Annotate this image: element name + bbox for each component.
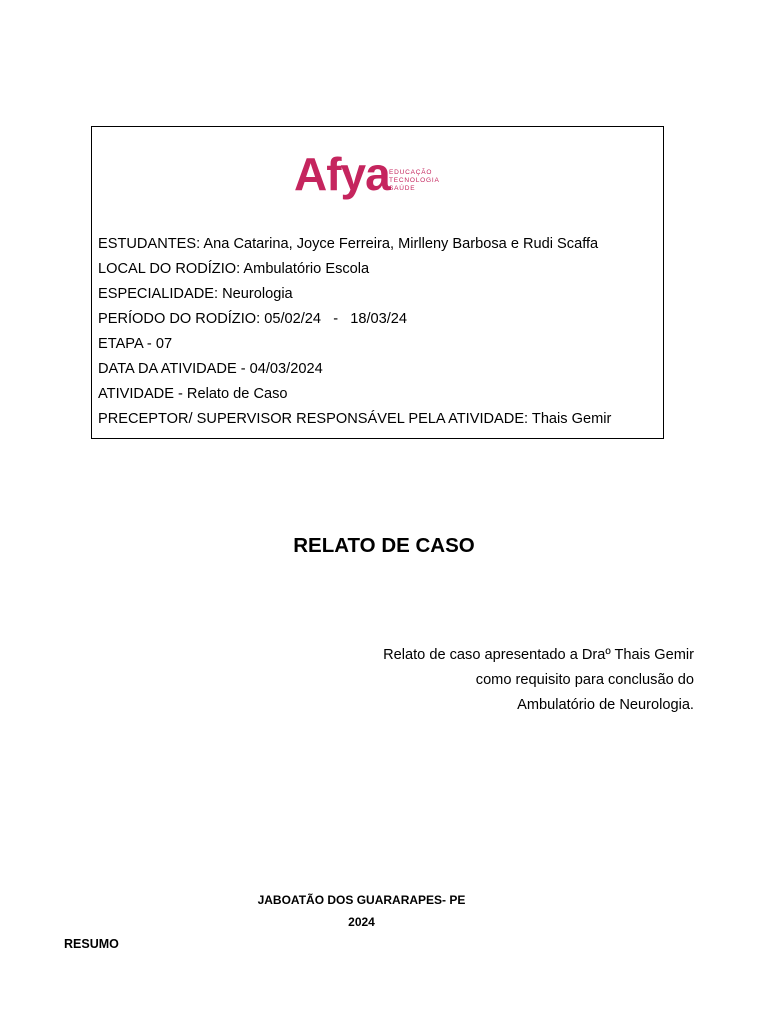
resumo-heading: RESUMO <box>64 937 119 951</box>
afya-logo <box>294 144 454 200</box>
preceptor-line: PRECEPTOR/ SUPERVISOR RESPONSÁVEL PELA ATIVIDADE: Thais Gemir <box>98 411 612 427</box>
specialty-line: ESPECIALIDADE: Neurologia <box>98 286 293 302</box>
logo-tagline-3: SAÚDE <box>389 185 416 192</box>
header-info-box <box>91 126 664 439</box>
presentation-note <box>383 643 694 718</box>
info-lines <box>98 232 659 432</box>
logo-tagline-2: TECNOLOGIA <box>389 177 440 184</box>
logo-brand-text: Afya <box>294 148 390 200</box>
presentation-line-1: Relato de caso apresentado a Draº Thais Gemir <box>383 647 694 663</box>
activity-date-line: DATA DA ATIVIDADE - 04/03/2024 <box>98 361 323 377</box>
footer-city: JABOATÃO DOS GUARARAPES- PE <box>257 893 466 907</box>
footer-year: 2024 <box>348 915 375 929</box>
stage-line: ETAPA - 07 <box>98 336 173 352</box>
period-line: PERÍODO DO RODÍZIO: 05/02/24 - 18/03/24 <box>98 311 408 327</box>
activity-line: ATIVIDADE - Relato de Caso <box>98 386 288 402</box>
logo-tagline-1: EDUCAÇÃO <box>389 169 433 176</box>
afya-logo-graphic <box>294 144 454 200</box>
students-line: ESTUDANTES: Ana Catarina, Joyce Ferreira, Mirlleny Barbosa e Rudi Scaffa <box>98 236 599 252</box>
presentation-line-3: Ambulatório de Neurologia. <box>517 697 694 713</box>
location-line: LOCAL DO RODÍZIO: Ambulatório Escola <box>98 261 370 277</box>
document-title: RELATO DE CASO <box>293 534 475 557</box>
presentation-line-2: como requisito para conclusão do <box>475 672 694 688</box>
